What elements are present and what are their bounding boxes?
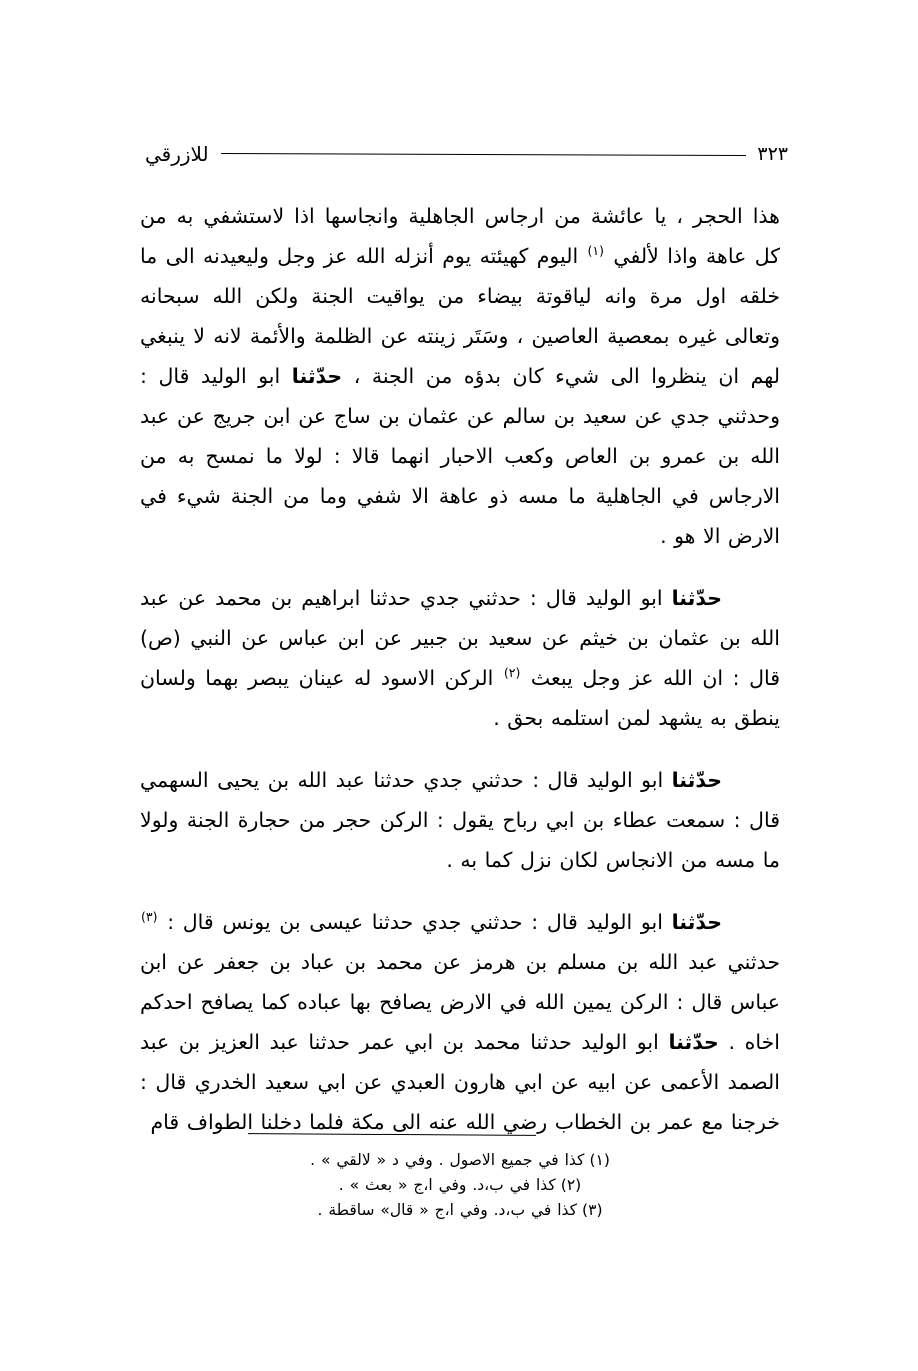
text-run: ابو الوليد قال : حدثني جدي حدثنا ابراهيم بن محمد عن عبد الله بن عثمان بن خيثم عن سعيد بن جبير عن ابن عباس عن النبي (ص) قال : ان الله عز وجل يبعث: [140, 586, 781, 690]
footnote-text: كذا في ب،د. وفي ا،ج « بعث » .: [338, 1176, 556, 1194]
footnote-text: كذا في جميع الاصول . وفي د « لالقي » .: [310, 1151, 585, 1169]
footnote-number: (٢): [560, 1176, 582, 1194]
paragraph: [140, 902, 780, 1142]
footnote-reference: (٢): [503, 665, 521, 681]
hadith-isnad-marker: حدّثنا: [671, 586, 722, 610]
text-run: ابو الوليد قال : وحدثني جدي عن سعيد بن سالم عن عثمان بن ساج عن ابن جريج عن عبد الله بن عمرو بن العاص وكعب الاحبار انهما قالا : لولا ما نمسح به من الارجاس في الجاهلية ما مسه ذو عاهة الا شفي وما من الجنة شيء في الارض الا هو .: [140, 364, 780, 548]
footnote-item: [140, 1148, 780, 1173]
text-run: ابو الوليد قال : حدثني جدي حدثنا عبد الله بن يحيى السهمي قال : سمعت عطاء بن ابي رباح يقول : الركن حجر من حجارة الجنة ولولا ما مسه من الانجاس لكان نزل كما به .: [140, 768, 780, 872]
footnote-item: [140, 1173, 780, 1198]
text-run: الركن الاسود له عينان يبصر بهما ولسان ينطق به يشهد لمن استلمه بحق .: [140, 666, 780, 730]
running-head: [145, 138, 788, 172]
paragraph: [140, 196, 780, 556]
text-run: هذا الحجر ، يا عائشة من ارجاس الجاهلية وانجاسها اذا لاستشفي به من كل عاهة واذا لألفي: [140, 204, 780, 268]
body-text: [140, 196, 780, 1142]
header-rule: [221, 153, 746, 156]
footnote-area: [140, 1134, 780, 1223]
footnote-text: كذا في ب،د. وفي ا،ج « قال» ساقطة .: [317, 1201, 578, 1219]
hadith-isnad-marker: حدّثنا: [668, 1030, 719, 1054]
footnote-number: (١): [589, 1151, 610, 1169]
paragraph: [140, 578, 780, 738]
page-number: ٣٢٣: [757, 142, 788, 165]
footnote-separator-rule: [248, 1133, 536, 1136]
footnote-reference: (١): [587, 243, 605, 259]
running-title: للازرقي: [145, 142, 209, 166]
hadith-isnad-marker: حدّثنا: [671, 768, 722, 792]
text-run: اليوم كهيئته يوم أنزله الله عز وجل وليعيدنه الى ما خلقه اول مرة وانه لياقوتة بيضاء من يواقيت الجنة ولكن الله سبحانه وتعالى غيره بمعصية العاصين ، وسَتَر زينته عن الظلمة والأئمة لانه لا ينبغي لهم ان ينظروا الى شيء كان بدؤه من الجنة ،: [140, 244, 780, 388]
footnote-reference: (٣): [141, 909, 158, 925]
text-run: حدثني عبد الله بن مسلم بن هرمز عن محمد بن عباد بن جعفر عن ابن عباس قال : الركن يمين الله في الارض يصافح بها عباده كما يصافح احدكم اخاه .: [140, 950, 781, 1054]
hadith-isnad-marker: حدّثنا: [291, 364, 343, 388]
text-run: ابو الوليد قال : حدثني جدي حدثنا عيسى بن يونس قال :: [158, 910, 672, 934]
footnote-item: [140, 1198, 780, 1223]
paragraph: [140, 760, 780, 880]
hadith-isnad-marker: حدّثنا: [671, 910, 722, 934]
text-run: ابو الوليد حدثنا محمد بن ابي عمر حدثنا عبد العزيز بن عبد الصمد الأعمى عن ابيه عن ابي هارون العبدي عن ابي سعيد الخدري قال : خرجنا مع عمر بن الخطاب رضي الله عنه الى مكة فلما دخلنا الطواف قام: [140, 1030, 780, 1134]
footnote-list: [140, 1148, 780, 1223]
footnote-number: (٣): [582, 1201, 603, 1219]
